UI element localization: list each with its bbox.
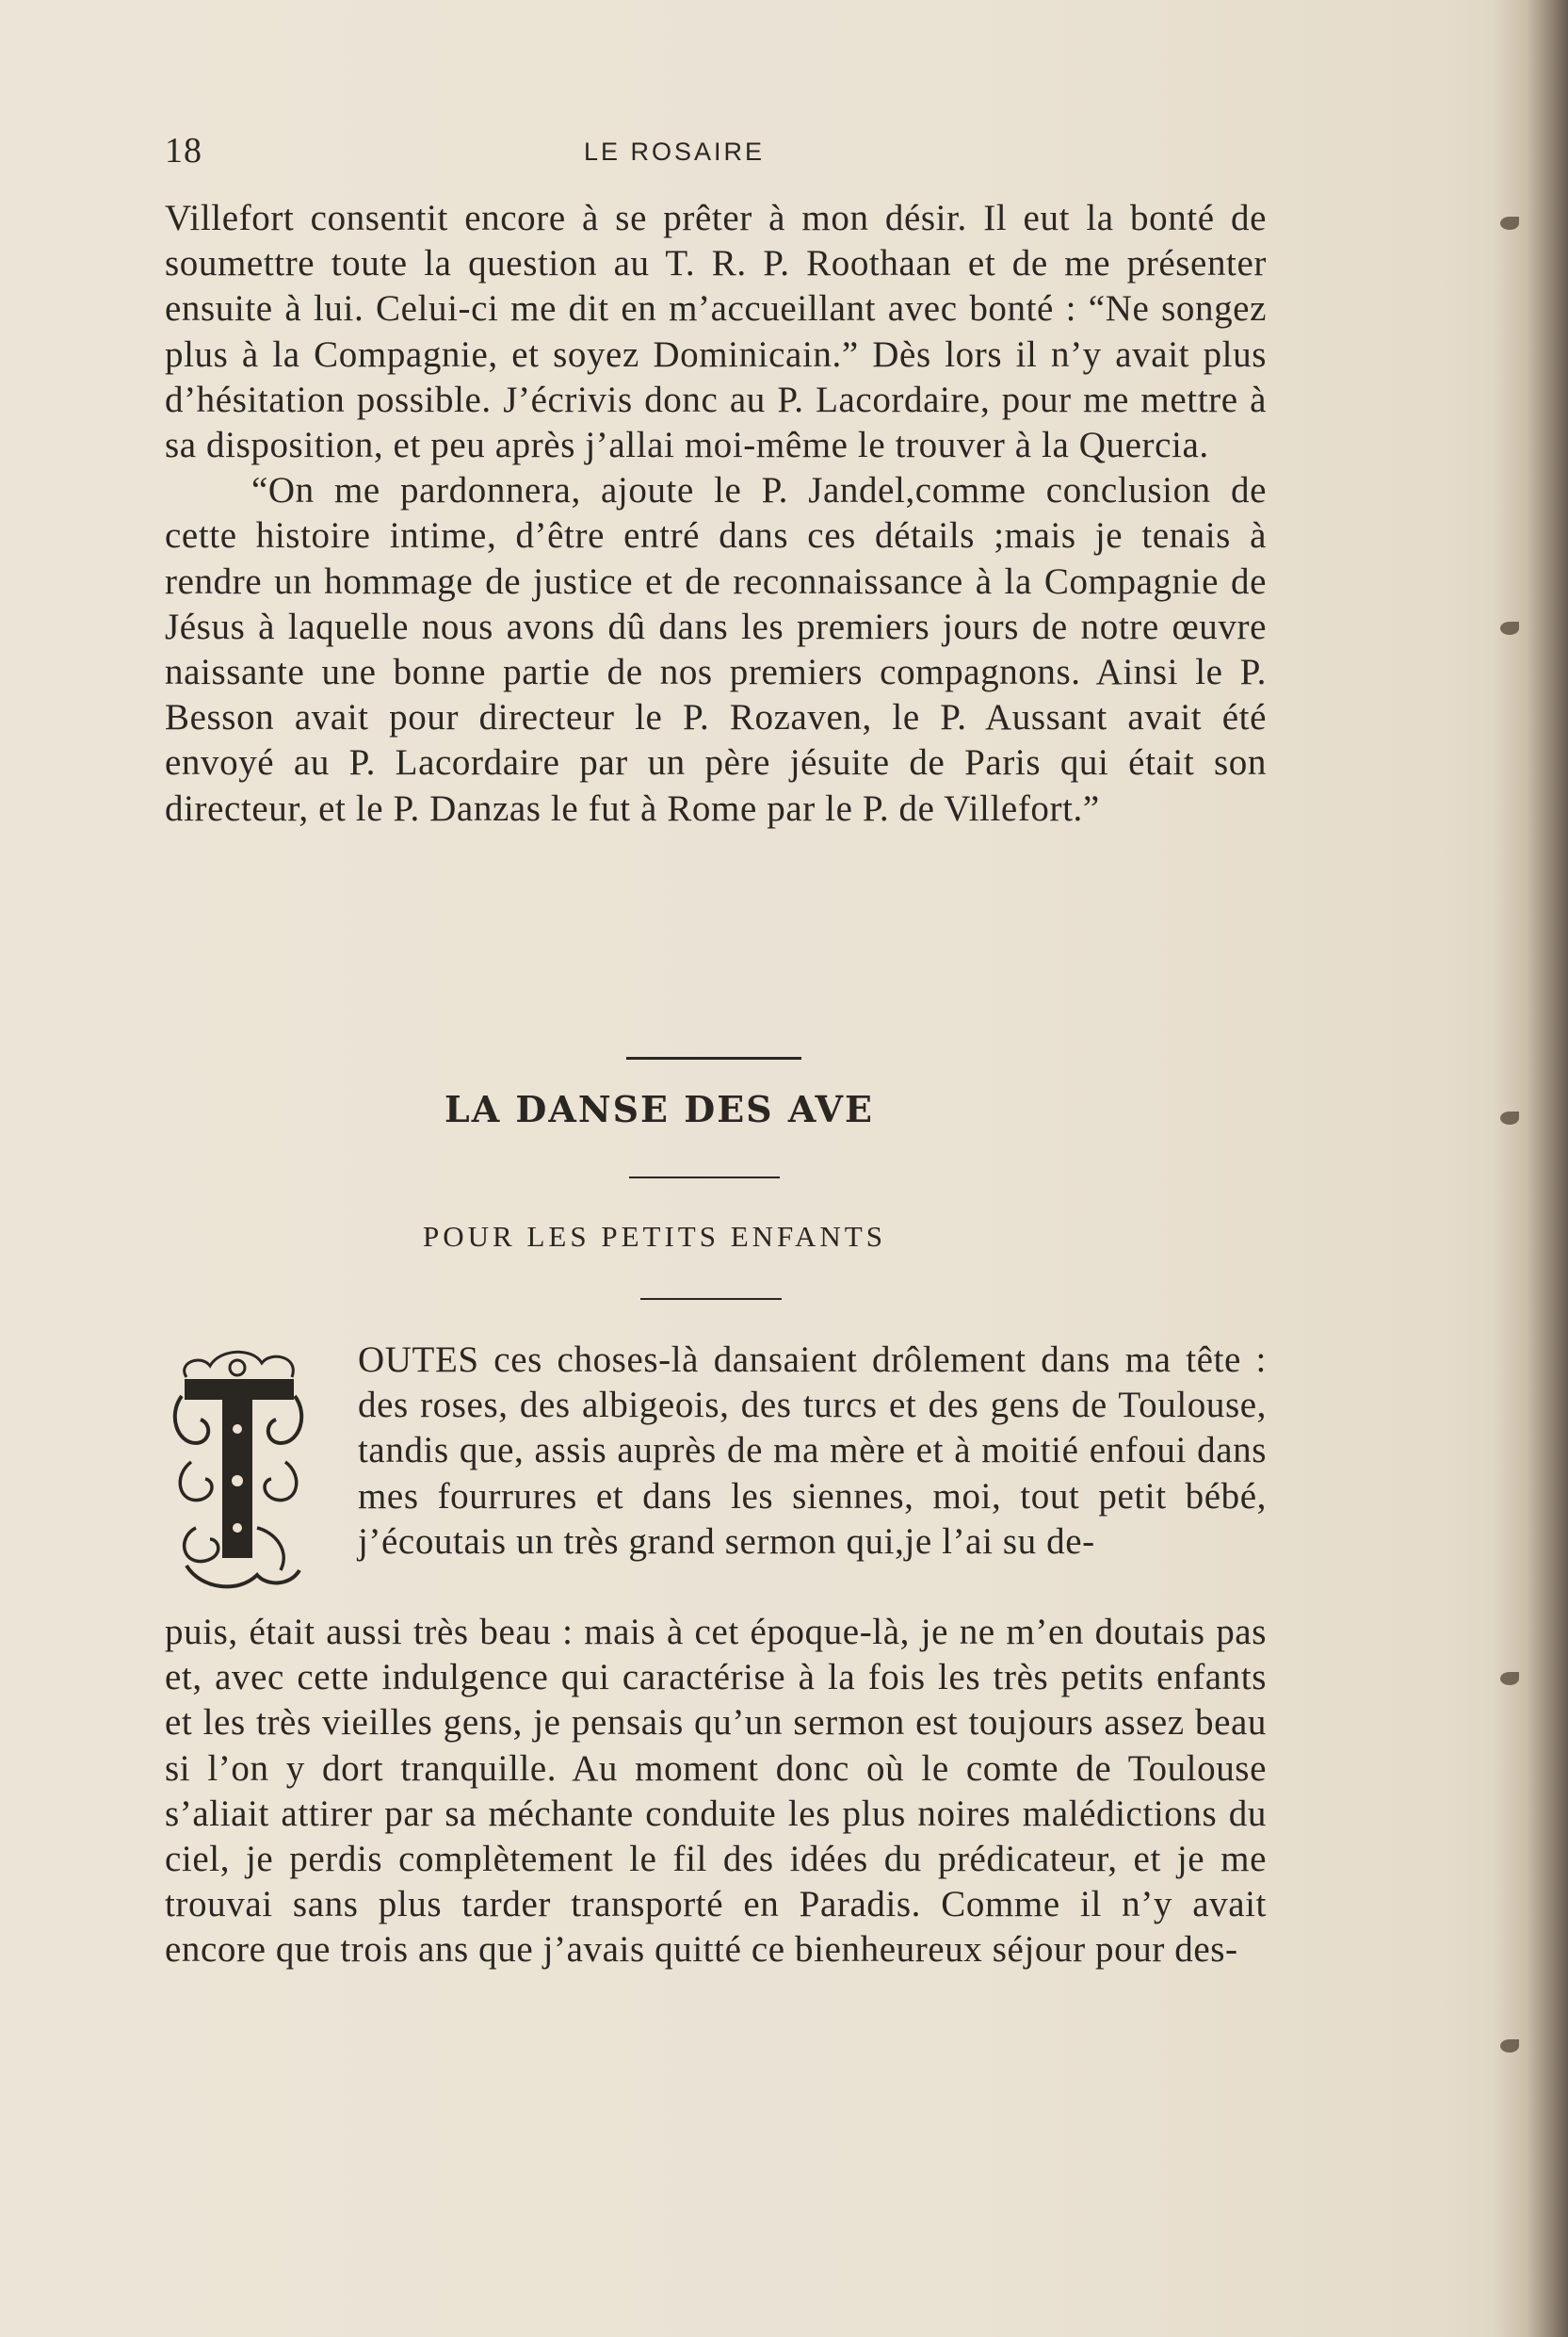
paragraph: puis, était aussi très beau : mais à cet époque-là, je ne m’en doutais pas et, avec cette indulgence qui caractérise à la fois les très petits enfants et les très vieilles gens, je pensais qu’un sermon est toujours assez beau si l’on y dort tranquille. Au moment donc où le comte de Toulouse s’aliait attirer par sa méchante conduite les plus noires malédictions du ciel, je perdis complètement le fil des idées du prédicateur, et je me trouvai sans plus tarder transporté en Paradis. Comme il n’y avait encore que trois ans que j’avais quitté ce bienheureux séjour pour des- [165, 1612, 1267, 1971]
paragraph: OUTES ces choses-là dansaient drôlement dans ma tête : des roses, des albigeois, des turcs et des gens de Toulouse, tandis que, assis auprès de ma mère et à moitié enfoui dans mes fourrures et dans les siennes, moi, tout petit bébé, j’écoutais un très grand sermon qui,je l’ai su de- [358, 1339, 1267, 1562]
ornamental-dropcap [168, 1339, 309, 1603]
section-title: LA DANSE DES AVE [445, 1088, 874, 1130]
edge-mark [1500, 217, 1519, 230]
paragraph: “On me pardonnera, ajoute le P. Jandel,comme conclusion de cette histoire intime, d’être entré dans ces détails ;mais je tenais à rendre un hommage de justice et de reconnaissance à la Compagnie de Jésus à laquelle nous avons dû dans les premiers jours de notre œuvre naissante une bonne partie de nos premiers compagnons. Ainsi le P. Besson avait pour directeur le P. Rozaven, le P. Aussant avait été envoyé au P. Lacordaire par un père jésuite de Paris qui était son directeur, et le P. Danzas le fut à Rome par le P. de Villefort.” [165, 470, 1267, 829]
story-continuation [165, 1610, 1267, 1973]
edge-mark [1500, 1672, 1519, 1685]
edge-mark [1500, 1112, 1519, 1125]
running-head [165, 130, 1276, 177]
edge-mark [1500, 2039, 1519, 2053]
running-title: LE ROSAIRE [584, 138, 766, 166]
separator-rule [629, 1177, 780, 1178]
body-text-top [165, 196, 1267, 832]
page-number: 18 [165, 131, 202, 170]
separator-rule [626, 1057, 801, 1060]
dropcap-letter: T [237, 1518, 239, 1519]
section-subtitle: POUR LES PETITS ENFANTS [423, 1220, 886, 1253]
page-edge-shadow [1493, 0, 1568, 2337]
separator-rule [640, 1298, 782, 1300]
paragraph: Villefort consentit encore à se prêter à mon désir. Il eut la bonté de soumettre toute la question au T. R. P. Roothaan et de me présenter ensuite à lui. Celui-ci me dit en m’accueillant avec bonté : “Ne songez plus à la Compagnie, et soyez Dominicain.” Dès lors il n’y avait plus d’hésitation possible. J’écrivis donc au P. Lacordaire, pour me mettre à sa disposition, et peu après j’allai moi-même le trouver à la Quercia. [165, 198, 1267, 466]
edge-mark [1500, 622, 1519, 635]
story-opening [358, 1338, 1267, 1565]
